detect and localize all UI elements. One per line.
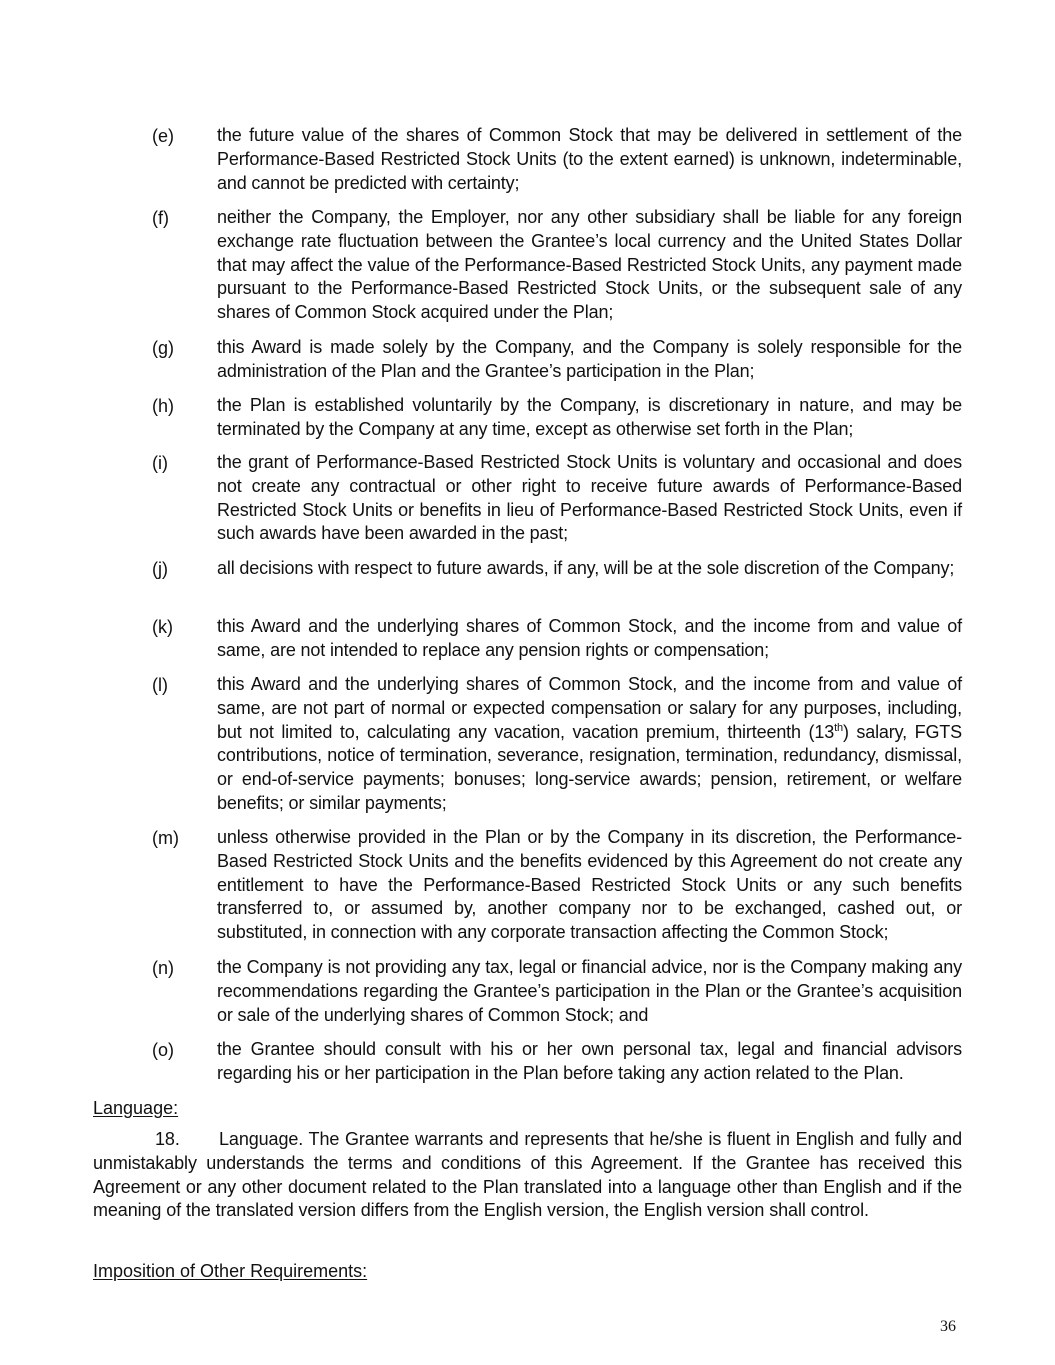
item-label: (l): [152, 675, 168, 695]
item-text: the Grantee should consult with his or her own personal tax, legal and financial advisors regarding his or her participation in the Plan before taking any action related to the Plan.: [217, 1039, 962, 1083]
item-text: neither the Company, the Employer, nor any other subsidiary shall be liable for any foreign exchange rate fluctuation between the Grantee’s local currency and the United States Dollar that may affect the value of the Performance-Based Restricted Stock Units, any payment made pursuant to the Performance-Based Restricted Stock Units, or the subsequent sale of any shares of Common Stock acquired under the Plan;: [217, 207, 962, 323]
item-label: (g): [152, 338, 174, 358]
item-text: the Company is not providing any tax, legal or financial advice, nor is the Company making any recommendations regarding the Grantee’s participation in the Plan or the Grantee’s acquisition or sale of the underlying shares of Common Stock; and: [217, 957, 962, 1025]
language-heading: Language:: [93, 1098, 179, 1118]
item-label: (j): [152, 559, 168, 579]
item-label: (i): [152, 453, 168, 473]
ordinal-superscript: th: [834, 721, 843, 734]
item-text: unless otherwise provided in the Plan or by the Company in its discretion, the Performance-Based Restricted Stock Units and the benefits evidenced by this Agreement do not create any entitlement to have the Performance-Based Restricted Stock Units or any such benefits transferred to, or assumed by, another company nor to be exchanged, cashed out, or substituted, in connection with any corporate transaction affecting the Common Stock;: [217, 827, 962, 943]
item-label: (e): [152, 126, 174, 146]
item-text: [217, 673, 962, 816]
item-text-after: ) salary, FGTS contributions, notice of termination, severance, resignation, termination, redundancy, dismissal, or end-of-service payments; bonuses; long-service awards; pension, retirement, or welfare benefits; or similar payments;: [217, 721, 962, 813]
item-label: (h): [152, 396, 174, 416]
item-text: the Plan is established voluntarily by the Company, is discretionary in nature, and may be terminated by the Company at any time, except as otherwise set forth in the Plan;: [217, 395, 962, 439]
item-label: (k): [152, 617, 173, 637]
imposition-heading: Imposition of Other Requirements:: [93, 1261, 368, 1281]
item-text: this Award is made solely by the Company, and the Company is solely responsible for the administration of the Plan and the Grantee’s participation in the Plan;: [217, 337, 962, 381]
section-text: Language. The Grantee warrants and represents that he/she is fluent in English and fully and unmistakably understands the terms and conditions of this Agreement. If the Grantee has received this Agreement or any other document related to the Plan translated into a language other than English and if the meaning of the translated version differs from the English version, the English version shall control.: [93, 1129, 962, 1221]
page-number: 36: [940, 1318, 956, 1335]
item-text: the future value of the shares of Common Stock that may be delivered in settlement of the Performance-Based Restricted Stock Units (to the extent earned) is unknown, indeterminable, and cannot be predicted with certainty;: [217, 125, 962, 193]
section-number: 18.: [155, 1129, 180, 1149]
item-text: all decisions with respect to future awards, if any, will be at the sole discretion of the Company;: [217, 558, 955, 578]
section-18-paragraph: [93, 1128, 962, 1223]
item-label: (m): [152, 828, 179, 848]
item-text: this Award and the underlying shares of Common Stock, and the income from and value of same, are not intended to replace any pension rights or compensation;: [217, 616, 962, 660]
item-label: (o): [152, 1040, 174, 1060]
item-label: (n): [152, 958, 174, 978]
item-label: (f): [152, 208, 169, 228]
item-text: the grant of Performance-Based Restricted Stock Units is voluntary and occasional and does not create any contractual or other right to receive future awards of Performance-Based Restricted Stock Units or benefits in lieu of Performance-Based Restricted Stock Units, even if such awards have been awarded in the past;: [217, 452, 962, 544]
item-text-before: this Award and the underlying shares of Common Stock, and the income from and value of same, are not part of normal or expected compensation or salary for any purposes, including, but not limited to, calculating any vacation, vacation premium, thirteenth (13: [217, 674, 962, 742]
